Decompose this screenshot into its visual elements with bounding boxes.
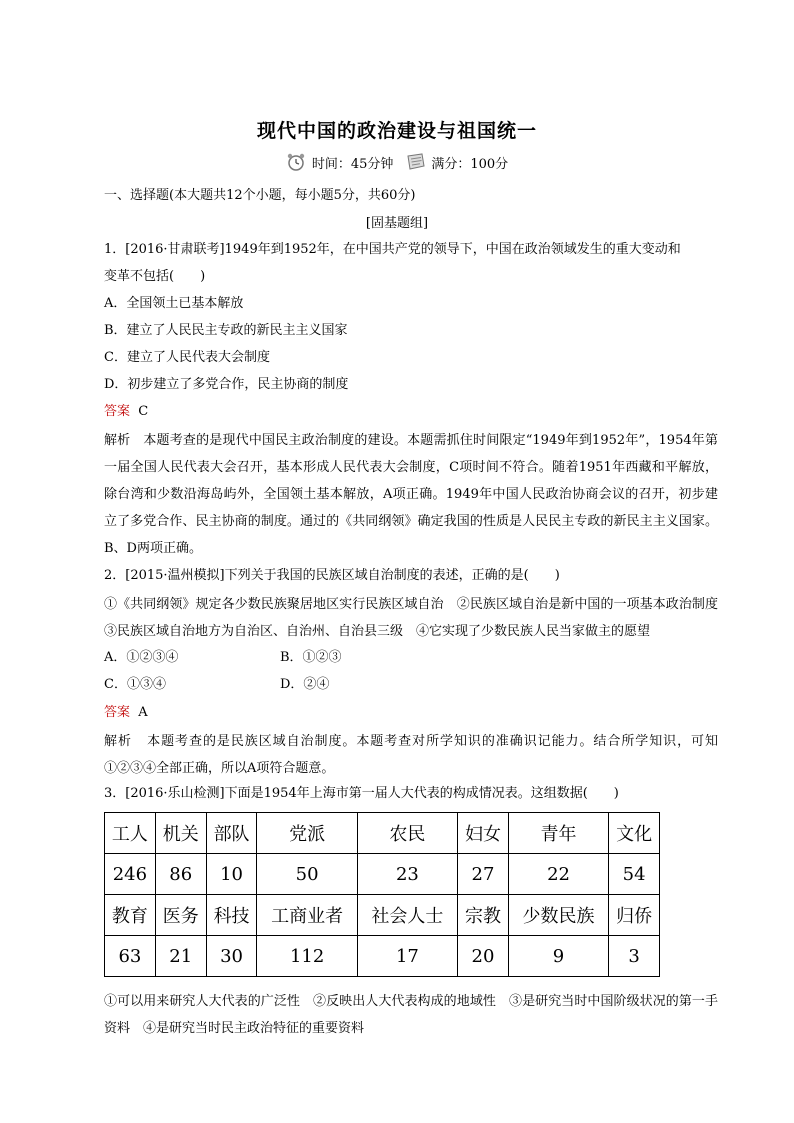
q3-items: ①可以用来研究人大代表的广泛性 ②反映出人大代表构成的地域性 ③是研究当时中国阶级状况的第一手资料 ④是研究当时民主政治特征的重要资料	[104, 994, 718, 1036]
table-header-cell: 归侨	[609, 895, 660, 936]
q1-option-b: B．建立了人民民主专政的新民主主义国家	[104, 323, 348, 338]
table-cell: 50	[257, 854, 357, 895]
q2-items: ①《共同纲领》规定各少数民族聚居地区实行民族区域自治 ②民族区域自治是新中国的一项基本政治制度 ③民族区域自治地方为自治区、自治州、自治县三级 ④它实现了少数民族人民当家做主的愿望	[104, 597, 732, 639]
table-header-cell: 医务	[155, 895, 206, 936]
table-row	[105, 936, 660, 977]
table-cell: 17	[357, 936, 457, 977]
table-cell: 54	[609, 854, 660, 895]
q3-stem: 3．[2016·乐山检测]下面是1954年上海市第一届人大代表的构成情况表。这组数据( )	[104, 786, 619, 801]
answer-label: 答案	[104, 404, 131, 419]
q2-option-c: C．①③④	[104, 677, 166, 692]
table-header-cell: 工商业者	[257, 895, 357, 936]
q1-answer	[104, 402, 690, 422]
table-header-cell: 党派	[257, 813, 357, 854]
q2-option-d: D．②④	[280, 677, 330, 692]
table-cell: 9	[508, 936, 608, 977]
answer-label: 答案	[104, 705, 131, 720]
q2-stem: 2．[2015·温州模拟]下列关于我国的民族区域自治制度的表述，正确的是( )	[104, 568, 560, 583]
q1-option-d: D．初步建立了多党合作，民主协商的制度	[104, 377, 349, 392]
group-heading: [固基题组]	[365, 216, 429, 231]
section-heading: 一、选择题(本大题共12个小题，每小题5分，共60分)	[104, 188, 416, 203]
table-cell: 27	[458, 854, 509, 895]
q2-options-row2	[104, 675, 690, 695]
table-header-cell: 工人	[105, 813, 156, 854]
table-cell: 30	[206, 936, 257, 977]
table-cell: 246	[105, 854, 156, 895]
q1-analysis	[104, 427, 718, 562]
q2-answer	[104, 703, 690, 723]
q2-analysis	[104, 728, 718, 782]
table-header-cell: 部队	[206, 813, 257, 854]
q2-option-b: B．①②③	[280, 650, 342, 665]
table-header-cell: 妇女	[458, 813, 509, 854]
analysis-label: 解析	[104, 433, 131, 448]
table-cell: 23	[357, 854, 457, 895]
table-header-cell: 农民	[357, 813, 457, 854]
analysis-text: 本题考查的是民族区域自治制度。本题考查对所学知识的准确识记能力。结合所学知识，可知①②③④全部正确，所以A项符合题意。	[104, 734, 718, 776]
table-header-cell: 教育	[105, 895, 156, 936]
table-header-cell: 机关	[155, 813, 206, 854]
page-title: 现代中国的政治建设与祖国统一	[256, 120, 537, 142]
alarm-clock-icon	[286, 152, 306, 172]
table-row	[105, 895, 660, 936]
table-cell: 20	[458, 936, 509, 977]
table-header-cell: 文化	[609, 813, 660, 854]
table-cell: 10	[206, 854, 257, 895]
exam-time: 时间：45分钟	[311, 156, 394, 172]
q2-options-row1	[104, 648, 690, 668]
table-header-cell: 社会人士	[357, 895, 457, 936]
answer-value: A	[138, 705, 148, 720]
exam-score: 满分：100分	[431, 156, 509, 172]
q1-option-c: C．建立了人民代表大会制度	[104, 350, 270, 365]
table-cell: 3	[609, 936, 660, 977]
table-cell: 22	[508, 854, 608, 895]
delegate-composition-table	[104, 812, 660, 977]
table-cell: 86	[155, 854, 206, 895]
exam-meta	[0, 152, 794, 172]
analysis-text: 本题考查的是现代中国民主政治制度的建设。本题需抓住时间限定“1949年到1952年”，1954年第一届全国人民代表大会召开，基本形成人民代表大会制度，C项时间不符合。随着1951年西藏和平解放，除台湾和少数沿海岛屿外，全国领土基本解放，A项正确。1949年中国人民政治协商会议的召开，初步建立了多党合作、民主协商的制度。通过的《共同纲领》确定我国的性质是人民民主专政的新民主主义国家。B、D两项正确。	[104, 433, 718, 556]
table-cell: 21	[155, 936, 206, 977]
q2-option-a: A．①②③④	[104, 650, 179, 665]
table-cell: 63	[105, 936, 156, 977]
answer-value: C	[138, 404, 149, 419]
table-cell: 112	[257, 936, 357, 977]
analysis-label: 解析	[104, 734, 132, 749]
table-header-cell: 少数民族	[508, 895, 608, 936]
paper-icon	[405, 152, 425, 172]
table-row	[105, 813, 660, 854]
q1-stem-line1: 1．[2016·甘肃联考]1949年到1952年，在中国共产党的领导下，中国在政治领域发生的重大变动和	[104, 242, 681, 257]
table-header-cell: 青年	[508, 813, 608, 854]
q1-stem-line2: 变革不包括( )	[104, 269, 206, 284]
table-row	[105, 854, 660, 895]
q1-option-a: A．全国领土已基本解放	[104, 296, 244, 311]
table-header-cell: 科技	[206, 895, 257, 936]
table-header-cell: 宗教	[458, 895, 509, 936]
